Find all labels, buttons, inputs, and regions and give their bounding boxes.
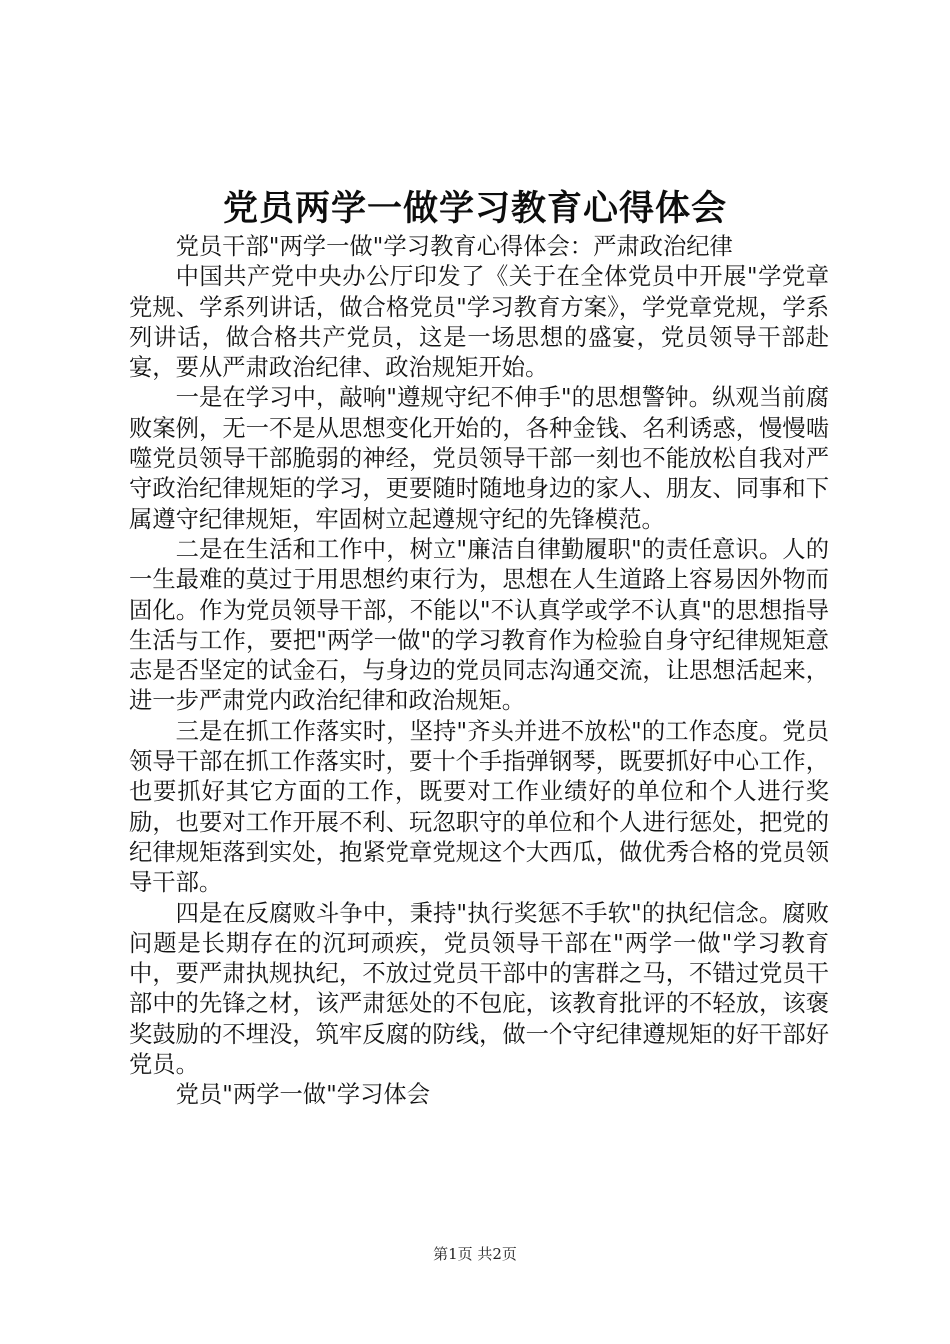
page-number-footer: 第1页 共2页 xyxy=(433,1245,517,1263)
paragraph-point-two: 二是在生活和工作中，树立"廉洁自律勤履职"的责任意识。人的一生最难的莫过于用思想约束行为，思想在人生道路上容易因外物而固化。作为党员领导干部，不能以"不认真学或学不认真"的思想指导生活与工作，要把"两学一做"的学习教育作为检验自身守纪律规矩意志是否坚定的试金石，与身边的党员同志沟通交流，让思想活起来，进一步严肃党内政治纪律和政治规矩。 xyxy=(129,535,829,715)
paragraph-subtitle: 党员干部"两学一做"学习教育心得体会：严肃政治纪律 xyxy=(175,233,733,260)
paragraph-intro: 中国共产党中央办公厅印发了《关于在全体党员中开展"学党章党规、学系列讲话，做合格党员"学习教育方案》，学党章党规，学系列讲话，做合格共产党员，这是一场思想的盛宴，党员领导干部赴宴，要从严肃政治纪律、政治规矩开始。 xyxy=(129,263,829,382)
paragraph-point-three: 三是在抓工作落实时，坚持"齐头并进不放松"的工作态度。党员领导干部在抓工作落实时，要十个手指弹钢琴，既要抓好中心工作，也要抓好其它方面的工作，既要对工作业绩好的单位和个人进行奖励，也要对工作开展不利、玩忽职守的单位和个人进行惩处，把党的纪律规矩落到实处，抱紧党章党规这个大西瓜，做优秀合格的党员领导干部。 xyxy=(129,717,829,897)
paragraph-point-one: 一是在学习中，敲响"遵规守纪不伸手"的思想警钟。纵观当前腐败案例，无一不是从思想变化开始的，各种金钱、名利诱惑，慢慢啮噬党员领导干部脆弱的神经，党员领导干部一刻也不能放松自我对严守政治纪律规矩的学习，更要随时随地身边的家人、朋友、同事和下属遵守纪律规矩，牢固树立起遵规守纪的先锋模范。 xyxy=(129,384,829,533)
document-body xyxy=(129,232,829,1111)
document-title: 党员两学一做学习教育心得体会 xyxy=(222,189,727,229)
paragraph-point-four: 四是在反腐败斗争中，秉持"执行奖惩不手软"的执纪信念。腐败问题是长期存在的沉珂顽疾，党员领导干部在"两学一做"学习教育中，要严肃执规执纪，不放过党员干部中的害群之马，不错过党员干部中的先锋之材，该严肃惩处的不包庇，该教育批评的不轻放，该褒奖鼓励的不埋没，筑牢反腐的防线，做一个守纪律遵规矩的好干部好党员。 xyxy=(129,899,829,1079)
paragraph-next-heading: 党员"两学一做"学习体会 xyxy=(175,1081,430,1109)
